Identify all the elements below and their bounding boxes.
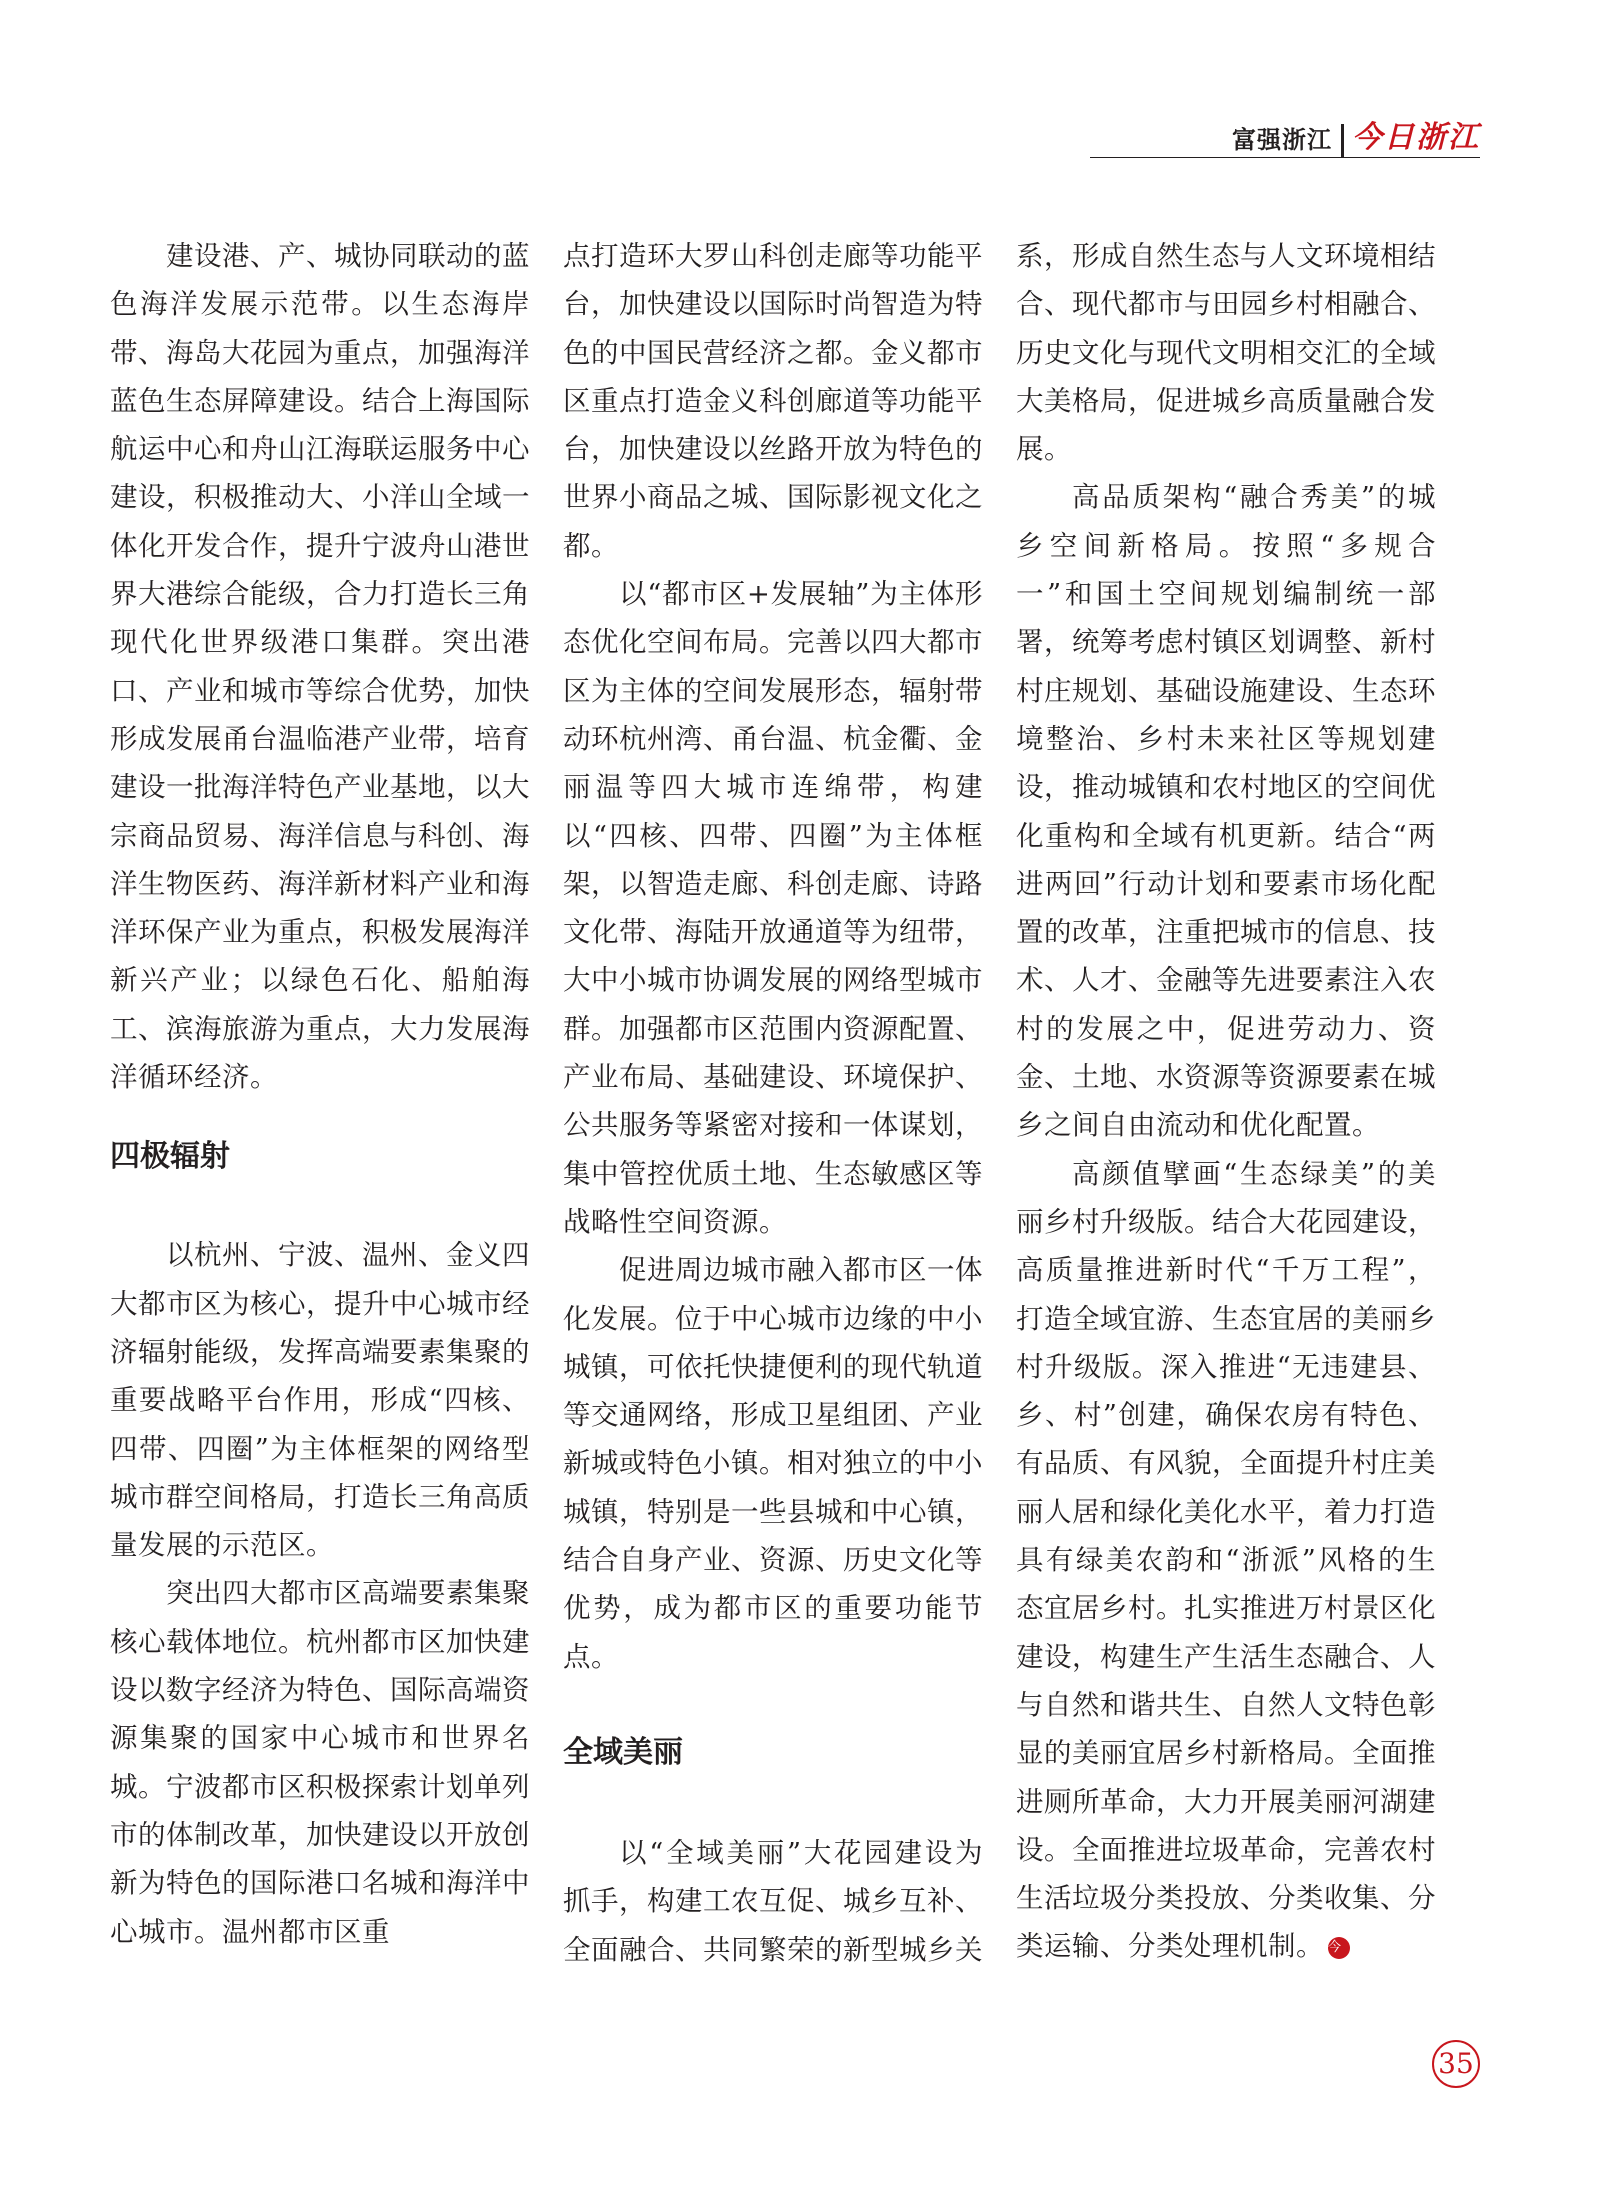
section-heading-siji-fushe: 四极辐射 (110, 1139, 230, 1175)
end-mark-icon: 今 (1328, 1937, 1350, 1959)
paragraph: 系，形成自然生态与人文环境相结合、现代都市与田园乡村相融合、历史文化与现代文明相交汇的全域大美格局，促进城乡高质量融合发展。 (1016, 240, 1436, 466)
section-title: 富强浙江 (1232, 126, 1332, 154)
paragraph: 促进周边城市融入都市区一体化发展。位于中心城市边缘的中小城镇，可依托快捷便利的现代轨道等交通网络，形成卫星组团、产业新城或特色小镇。相对独立的中小城镇，特别是一些县城和中心镇，结合自身产业、资源、历史文化等优势，成为都市区的重要功能节点。 (563, 1254, 983, 1673)
paragraph: 以“都市区+发展轴”为主体形态优化空间布局。完善以四大都市区为主体的空间发展形态，辐射带动环杭州湾、甬台温、杭金衢、金丽温等四大城市连绵带，构建以“四核、四带、四圈”为主体框架，以智造走廊、科创走廊、诗路文化带、海陆开放通道等为纽带，大中小城市协调发展的网络型城市群。加强都市区范围内资源配置、产业布局、基础建设、环境保护、公共服务等紧密对接和一体谋划，集中管控优质土地、生态敏感区等战略性空间资源。 (563, 578, 983, 1238)
paragraph-last (1016, 1150, 1436, 1971)
column-2 (563, 232, 983, 1974)
paragraph-text: 高颜值擘画“生态绿美”的美丽乡村升级版。结合大花园建设，高质量推进新时代“千万工程”，打造全域宜游、生态宜居的美丽乡村升级版。深入推进“无违建县、乡、村”创建，确保农房有特色、有品质、有风貌，全面提升村庄美丽人居和绿化美化水平，着力打造具有绿美农韵和“浙派”风格的生态宜居乡村。扎实推进万村景区化建设，构建生产生活生态融合、人与自然和谐共生、自然人文特色彰显的美丽宜居乡村新格局。全面推进厕所革命，大力开展美丽河湖建设。全面推进垃圾革命，完善农村生活垃圾分类投放、分类收集、分类运输、分类处理机制。 (1016, 1157, 1436, 1963)
running-header (1090, 122, 1480, 158)
paragraph: 突出四大都市区高端要素集聚核心载体地位。杭州都市区加快建设以数字经济为特色、国际高端资源集聚的国家中心城市和世界名城。宁波都市区积极探索计划单列市的体制改革，加快建设以开放创新为特色的国际港口名城和海洋中心城市。温州都市区重 (110, 1577, 530, 1948)
paragraph: 建设港、产、城协同联动的蓝色海洋发展示范带。以生态海岸带、海岛大花园为重点，加强海洋蓝色生态屏障建设。结合上海国际航运中心和舟山江海联运服务中心建设，积极推动大、小洋山全域一体化开发合作，提升宁波舟山港世界大港综合能级，合力打造长三角现代化世界级港口集群。突出港口、产业和城市等综合优势，加快形成发展甬台温临港产业带，培育建设一批海洋特色产业基地，以大宗商品贸易、海洋信息与科创、海洋生物医药、海洋新材料产业和海洋环保产业为重点，积极发展海洋新兴产业；以绿色石化、船舶海工、滨海旅游为重点，大力发展海洋循环经济。 (110, 240, 530, 1094)
paragraph: 以杭州、宁波、温州、金义四大都市区为核心，提升中心城市经济辐射能级，发挥高端要素集聚的重要战略平台作用，形成“四核、四带、四圈”为主体框架的网络型城市群空间格局，打造长三角高质量发展的示范区。 (110, 1239, 530, 1562)
magazine-logo: 今日浙江 (1352, 120, 1480, 155)
paragraph: 高品质架构“融合秀美”的城乡空间新格局。按照“多规合一”和国土空间规划编制统一部署，统筹考虑村镇区划调整、新村村庄规划、基础设施建设、生态环境整治、乡村未来社区等规划建设，推动城镇和农村地区的空间优化重构和全域有机更新。结合“两进两回”行动计划和要素市场化配置的改革，注重把城市的信息、技术、人才、金融等先进要素注入农村的发展之中，促进劳动力、资金、土地、水资源等资源要素在城乡之间自由流动和优化配置。 (1016, 481, 1436, 1142)
column-1 (110, 232, 530, 1956)
header-separator (1341, 124, 1344, 158)
paragraph: 以“全域美丽”大花园建设为抓手，构建工农互促、城乡互补、全面融合、共同繁荣的新型城乡关 (563, 1836, 983, 1966)
page-number: 35 (1432, 2040, 1480, 2088)
paragraph: 点打造环大罗山科创走廊等功能平台，加快建设以国际时尚智造为特色的中国民营经济之都。金义都市区重点打造金义科创廊道等功能平台，加快建设以丝路开放为特色的世界小商品之城、国际影视文化之都。 (563, 240, 983, 562)
column-3 (1016, 232, 1436, 1971)
section-heading-quanyu-meili: 全域美丽 (563, 1734, 683, 1770)
header-rule (1090, 157, 1480, 158)
